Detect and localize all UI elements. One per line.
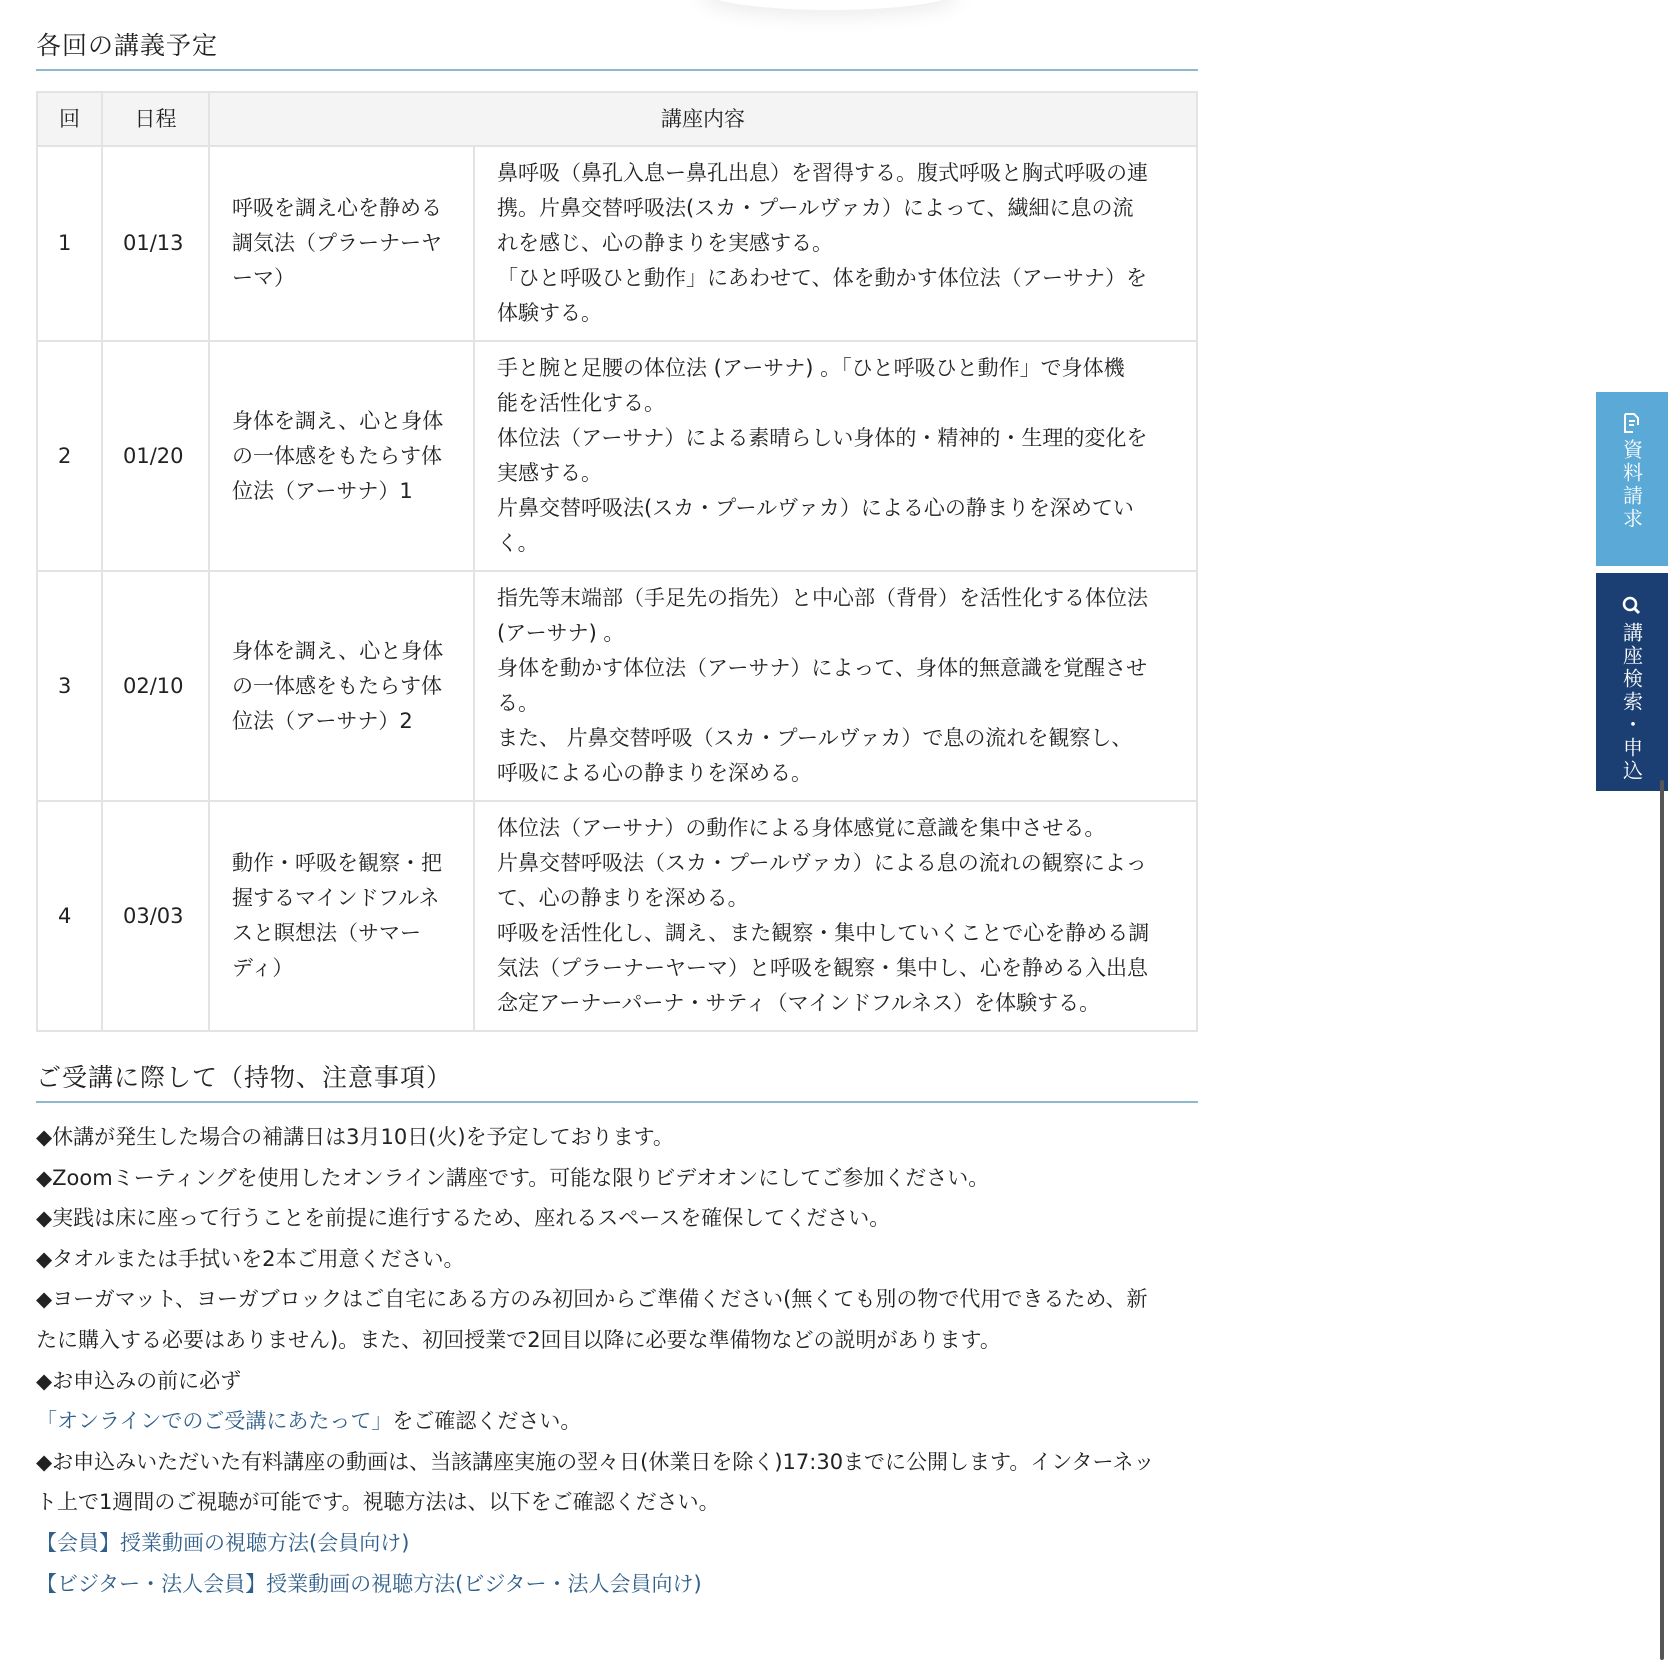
course-search-label: 講座検索・申込 [1619, 622, 1644, 783]
main-content [36, 0, 1198, 1604]
row-number: 3 [37, 571, 102, 801]
title-line: の一体感をもたらす体 [232, 443, 442, 468]
desc-line: 気法（プラーナーヤーマ）と呼吸を観察・集中し、心を静める入出息 [497, 956, 1148, 980]
header-content: 講座内容 [209, 92, 1197, 146]
header-no: 回 [37, 92, 102, 146]
desc-line: 体位法（アーサナ）の動作による身体感覚に意識を集中させる。 [497, 816, 1106, 840]
table-row [37, 146, 1197, 341]
note-zoom: ◆Zoomミーティングを使用したオンライン講座です。可能な限りビデオオンにしてご参加ください。 [36, 1165, 990, 1190]
note-before-apply: ◆お申込みの前に必ず [36, 1368, 242, 1393]
note-member-link-row [36, 1523, 1198, 1564]
title-line: ディ） [232, 956, 294, 980]
note-towel: ◆タオルまたは手拭いを2本ご用意ください。 [36, 1246, 465, 1271]
row-description [474, 801, 1197, 1031]
table-row [37, 801, 1197, 1031]
header-date: 日程 [102, 92, 209, 146]
row-title [209, 571, 474, 801]
desc-line: 片鼻交替呼吸法（スカ・プールヴァカ）による息の流れの観察によっ [497, 851, 1147, 875]
desc-line: 呼吸を活性化し、調え、また観察・集中していくことで心を静める調 [497, 921, 1150, 945]
notes-body [36, 1103, 1198, 1604]
title-line: の一体感をもたらす体 [232, 673, 442, 698]
row-description [474, 571, 1197, 801]
row-title [209, 801, 474, 1031]
row-title [209, 341, 474, 571]
visitor-video-link[interactable]: 【ビジター・法人会員】授業動画の視聴方法(ビジター・法人会員向け) [36, 1571, 702, 1596]
desc-line: 念定アーナーパーナ・サティ（マインドフルネス）を体験する。 [497, 991, 1101, 1015]
row-number: 4 [37, 801, 102, 1031]
row-description [474, 146, 1197, 341]
desc-line: 指先等末端部（手足先の指先）と中心部（背骨）を活性化する体位法 [497, 586, 1148, 610]
title-line: 身体を調え、心と身体 [232, 638, 444, 663]
row-date: 02/10 [102, 571, 209, 801]
note-online-guide [36, 1401, 1198, 1442]
document-icon [1622, 412, 1642, 439]
desc-line: 能を活性化する。 [497, 391, 665, 415]
row-title [209, 146, 474, 341]
desc-line: 携。片鼻交替呼吸法(スカ・プールヴァカ）によって、繊細に息の流 [497, 196, 1134, 220]
desc-line: る。 [497, 691, 539, 715]
note-makeup-day: ◆休講が発生した場合の補講日は3月10日(火)を予定しております。 [36, 1125, 674, 1149]
desc-line: 体位法（アーサナ）による素晴らしい身体的・精神的・生理的変化を [497, 426, 1148, 450]
row-description [474, 341, 1197, 571]
desc-line: く。 [497, 531, 539, 555]
table-row [37, 571, 1197, 801]
desc-line: 呼吸による心の静まりを深める。 [497, 761, 812, 785]
desc-line: れを感じ、心の静まりを実感する。 [497, 231, 833, 255]
row-number: 1 [37, 146, 102, 341]
note-mat-line2: たに購入する必要はありません)。また、初回授業で2回目以降に必要な準備物などの説明があります。 [36, 1327, 1001, 1352]
title-line: 身体を調え、心と身体 [232, 408, 444, 433]
document-request-button[interactable] [1596, 392, 1668, 566]
notes-heading: ご受講に際して（持物、注意事項） [36, 1032, 1198, 1103]
online-guide-suffix: をご確認ください。 [392, 1409, 582, 1434]
desc-line: 鼻呼吸（鼻孔入息ー鼻孔出息）を習得する。腹式呼吸と胸式呼吸の連 [497, 161, 1148, 185]
schedule-table [36, 91, 1198, 1032]
desc-line: 手と腕と足腰の体位法 (アーサナ) 。「ひと呼吸ひと動作」で身体機 [497, 356, 1125, 380]
row-date: 03/03 [102, 801, 209, 1031]
desc-line: 「ひと呼吸ひと動作」にあわせて、体を動かす体位法（アーサナ）を [497, 266, 1147, 290]
table-header-row [37, 92, 1197, 146]
desc-line: 実感する。 [497, 461, 602, 485]
desc-line: 体験する。 [497, 301, 602, 325]
online-guide-link[interactable]: 「オンラインでのご受講にあたって」 [36, 1409, 393, 1434]
note-space: ◆実践は床に座って行うことを前提に進行するため、座れるスペースを確保してください。 [36, 1206, 891, 1231]
title-line: 位法（アーサナ）1 [232, 478, 413, 503]
title-line: ーマ） [232, 266, 295, 290]
desc-line: 片鼻交替呼吸法(スカ・プールヴァカ）による心の静まりを深めてい [497, 496, 1134, 520]
desc-line: 身体を動かす体位法（アーサナ）によって、身体的無意識を覚醒させ [497, 656, 1147, 680]
document-request-label: 資料請求 [1619, 439, 1644, 531]
desc-line: て、心の静まりを深める。 [497, 886, 749, 910]
desc-line: また、 片鼻交替呼吸（スカ・プールヴァカ）で息の流れを観察し、 [497, 726, 1133, 750]
scrollbar[interactable] [1660, 780, 1664, 1660]
schedule-heading: 各回の講義予定 [36, 0, 1198, 71]
row-date: 01/20 [102, 341, 209, 571]
row-number: 2 [37, 341, 102, 571]
note-video-line1: ◆お申込みいただいた有料講座の動画は、当該講座実施の翌々日(休業日を除く)17:30までに公開します。インターネッ [36, 1449, 1155, 1474]
title-line: 握するマインドフルネ [232, 886, 440, 910]
search-icon [1622, 595, 1642, 622]
title-line: 動作・呼吸を観察・把 [232, 851, 442, 875]
note-visitor-link-row [36, 1564, 1198, 1605]
table-row [37, 341, 1197, 571]
course-search-button[interactable] [1596, 573, 1668, 791]
member-video-link[interactable]: 【会員】授業動画の視聴方法(会員向け) [36, 1530, 410, 1555]
row-date: 01/13 [102, 146, 209, 341]
note-video-line2: ト上で1週間のご視聴が可能です。視聴方法は、以下をご確認ください。 [36, 1490, 720, 1515]
title-line: 呼吸を調え心を静める [232, 196, 442, 220]
title-line: 調気法（プラーナーヤ [232, 231, 442, 255]
title-line: 位法（アーサナ）2 [232, 708, 413, 733]
note-mat-line1: ◆ヨーガマット、ヨーガブロックはご自宅にある方のみ初回からご準備ください(無くても別の物で代用できるため、新 [36, 1287, 1148, 1312]
title-line: スと瞑想法（サマー [232, 921, 421, 945]
desc-line: (アーサナ) 。 [497, 621, 625, 645]
